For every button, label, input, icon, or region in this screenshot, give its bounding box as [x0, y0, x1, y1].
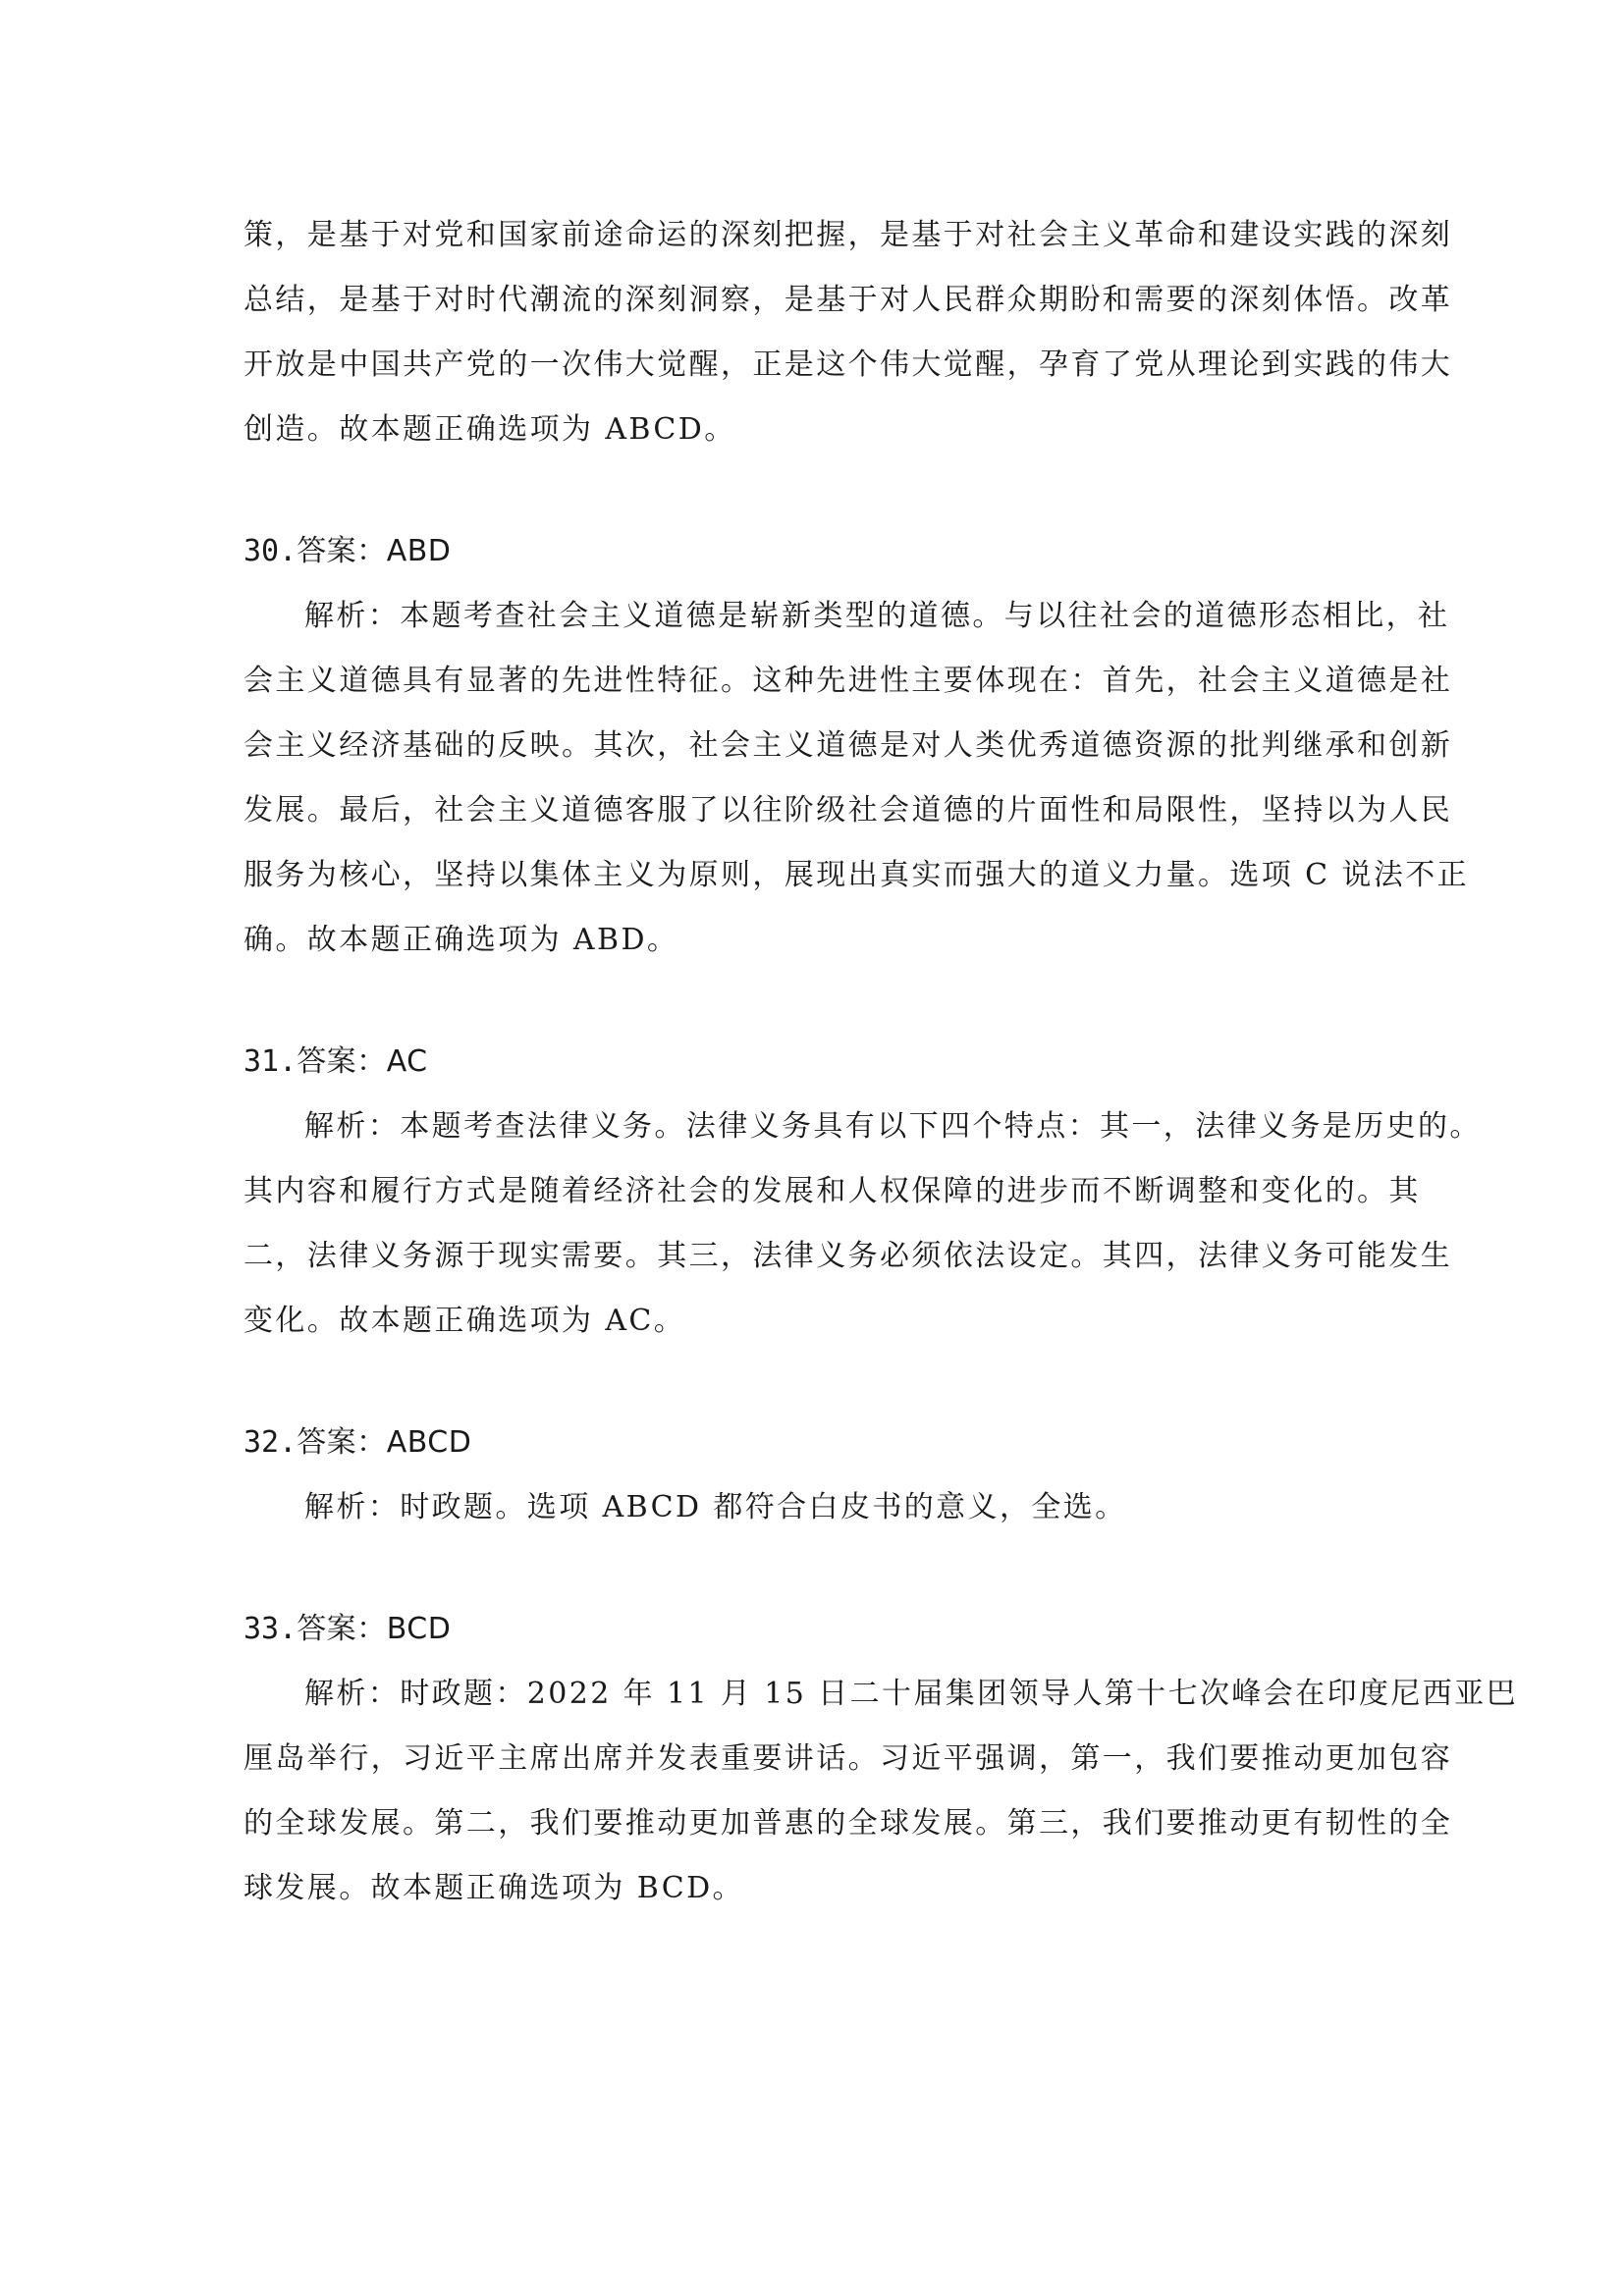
answer-label: 答案： [297, 1044, 387, 1079]
explanation-line: 其内容和履行方式是随着经济社会的发展和人权保障的进步而不断调整和变化的。其 [244, 1174, 1421, 1208]
answer-label: 答案： [297, 534, 387, 568]
answer-section-32 [244, 1411, 1385, 1540]
explanation-line: 会主义经济基础的反映。其次，社会主义道德是对人类优秀道德资源的批判继承和创新 [244, 728, 1453, 763]
explanation-line: 解析：本题考查社会主义道德是崭新类型的道德。与以往社会的道德形态相比，社 [304, 599, 1450, 633]
question-number: 32. [244, 1425, 298, 1460]
answer-heading [244, 1411, 1385, 1475]
answer-section-30 [244, 519, 1470, 973]
explanation-line: 服务为核心，坚持以集体主义为原则，展现出真实而强大的道义力量。选项 C 说法不正 [244, 858, 1470, 892]
explanation-line: 确。故本题正确选项为 ABD。 [244, 923, 679, 957]
answer-value: AC [386, 1044, 428, 1079]
paragraph-line: 总结，是基于对时代潮流的深刻洞察，是基于对人民群众期盼和需要的深刻体悟。改革 [244, 283, 1453, 317]
explanation-line: 的全球发展。第二，我们要推动更加普惠的全球发展。第三，我们要推动更有韧性的全 [244, 1806, 1453, 1841]
answer-heading [244, 1597, 1385, 1662]
explanation-line: 发展。最后，社会主义道德客服了以往阶级社会道德的片面性和局限性，坚持以为人民 [244, 793, 1453, 828]
explanation-line: 会主义道德具有显著的先进性特征。这种先进性主要体现在：首先，社会主义道德是社 [244, 664, 1453, 698]
question-number: 31. [244, 1044, 298, 1079]
answer-value: ABD [386, 534, 452, 568]
answer-value: BCD [386, 1612, 452, 1646]
explanation-line: 变化。故本题正确选项为 AC。 [244, 1304, 686, 1338]
answer-heading [244, 519, 1385, 584]
answer-section-33 [244, 1597, 1518, 1921]
question-number: 30. [244, 534, 298, 568]
explanation-line: 二，法律义务源于现实需要。其三，法律义务必须依法设定。其四，法律义务可能发生 [244, 1239, 1453, 1273]
explanation-line: 解析：时政题。选项 ABCD 都符合白皮书的意义，全选。 [304, 1490, 1127, 1524]
answer-heading [244, 1030, 1385, 1095]
explanation-line: 解析：本题考查法律义务。法律义务具有以下四个特点：其一，法律义务是历史的。 [304, 1109, 1482, 1144]
paragraph-line: 开放是中国共产党的一次伟大觉醒，正是这个伟大觉醒，孕育了党从理论到实践的伟大 [244, 347, 1453, 382]
intro-paragraph [244, 203, 1453, 462]
paragraph-line: 创造。故本题正确选项为 ABCD。 [244, 412, 736, 447]
explanation-line: 解析：时政题：2022 年 11 月 15 日二十届集团领导人第十七次峰会在印度尼西亚巴 [304, 1677, 1518, 1711]
question-number: 33. [244, 1612, 298, 1646]
paragraph-line: 策，是基于对党和国家前途命运的深刻把握，是基于对社会主义革命和建设实践的深刻 [244, 218, 1453, 252]
answer-label: 答案： [297, 1425, 387, 1460]
answer-label: 答案： [297, 1612, 387, 1646]
explanation-line: 球发展。故本题正确选项为 BCD。 [244, 1871, 744, 1905]
answer-value: ABCD [386, 1425, 472, 1460]
explanation-line: 厘岛举行，习近平主席出席并发表重要讲话。习近平强调，第一，我们要推动更加包容 [244, 1741, 1453, 1776]
answer-section-31 [244, 1030, 1482, 1354]
